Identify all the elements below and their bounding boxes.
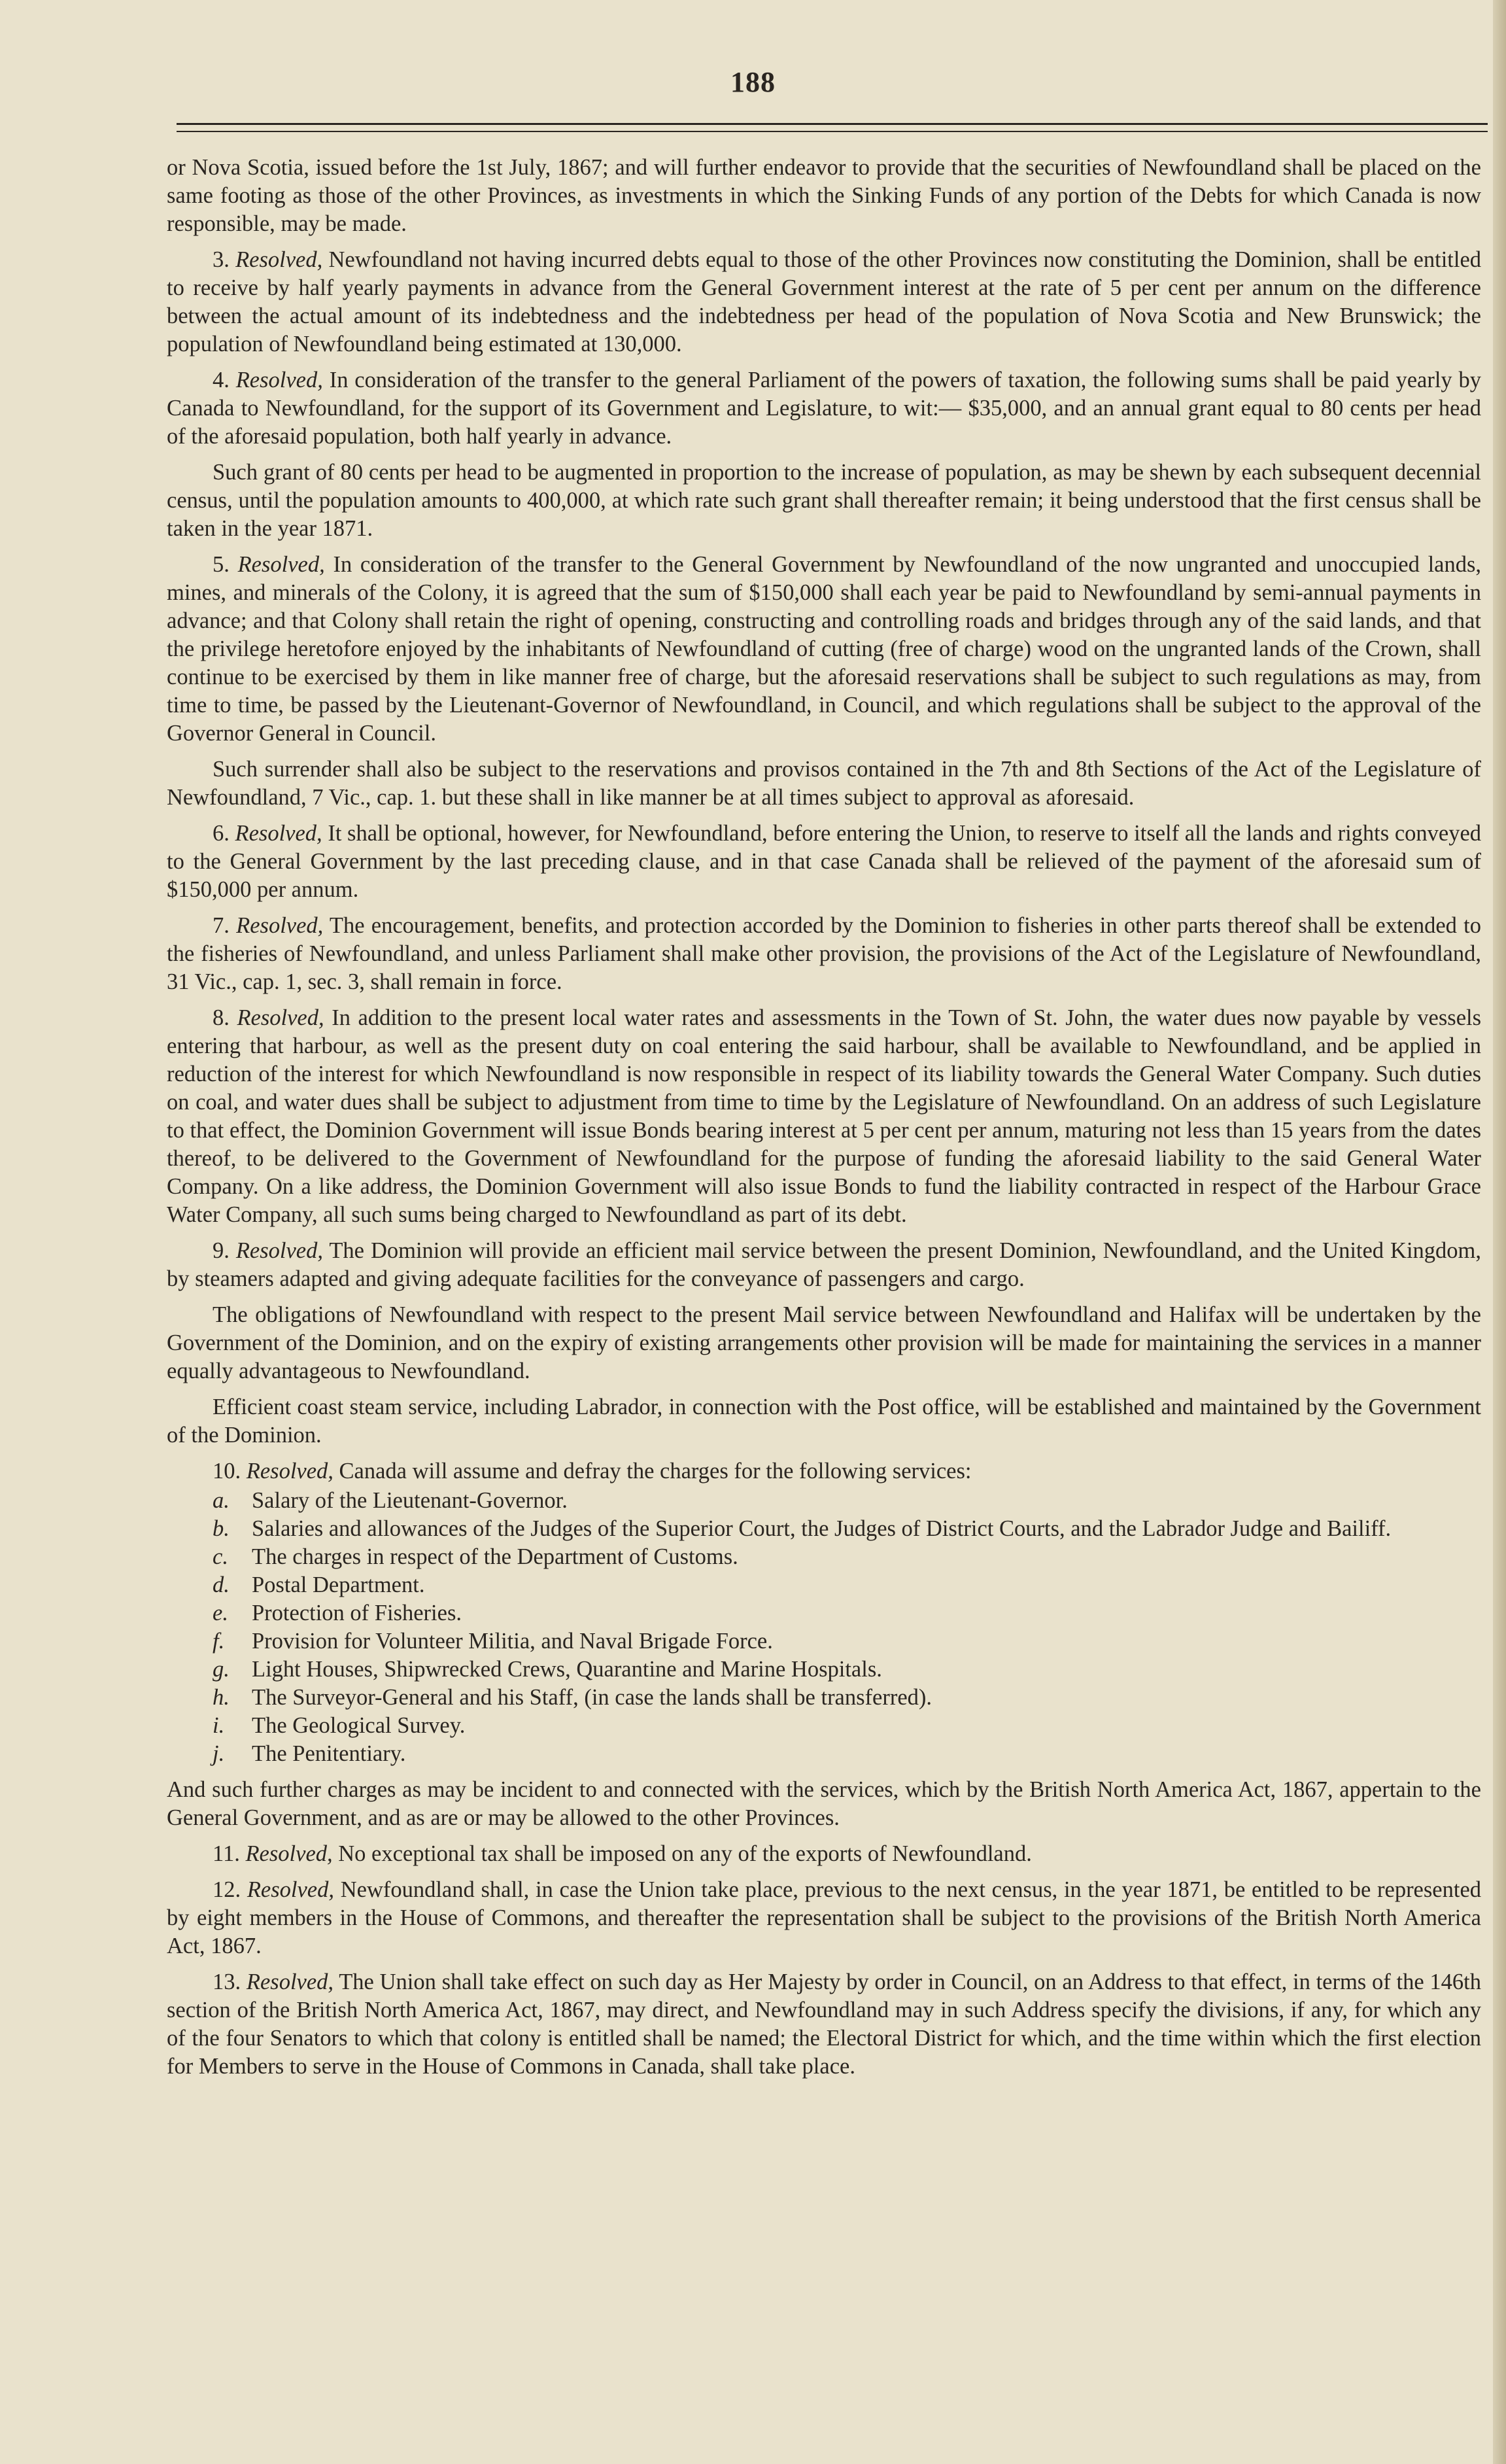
further-charges: And such further charges as may be incident to and connected with the services, which by the British North America Act, 1867, appertain to the General Government, and as are or may be allowed to the other Provinces. — [167, 1777, 1481, 1830]
paragraph-continued: or Nova Scotia, issued before the 1st July, 1867; and will further endeavor to provide that the securities of Newfoundland shall be placed on the same footing as those of the other Provinces, as investments in which the Sinking Funds of any portion of the Debts for which Canada is now responsible, may be made. — [167, 155, 1481, 236]
resolution-7: 7. Resolved, The encouragement, benefits, and protection accorded by the Dominion to fisheries in other parts thereof shall be extended to the fisheries of Newfoundland, and unless Parliament shall make other provision, the provisions of the Act of the Legislature of Newfoundland, 31 Vic., cap. 1, sec. 3, shall remain in force. — [167, 913, 1482, 994]
service-item: c. The charges in respect of the Department of Customs. — [213, 1544, 738, 1569]
service-item: e. Protection of Fisheries. — [213, 1601, 462, 1625]
services-list — [167, 1487, 1481, 1768]
resolution-8: 8. Resolved, In addition to the present local water rates and assessments in the Town of St. John, the water dues now payable by vessels entering that harbour, as well as the present duty on coal entering the said harbour, shall be available to Newfoundland, and be applied in reduction of the interest for which Newfoundland is now responsible in respect of its liability towards the General Water Company. Such duties on coal, and water dues shall be subject to adjustment from time to time by the Legislature of Newfoundland. On an address of such Legislature to that effect, the Dominion Government will issue Bonds bearing interest at 5 per cent per annum, maturing not less than 15 years from the dates thereof, to be delivered to the Government of Newfoundland for the purpose of funding the aforesaid liability to the said General Water Company. On a like address, the Dominion Government will also issue Bonds to fund the liability contracted in respect of the Harbour Grace Water Company, all such sums being charged to Newfoundland as part of its debt. — [167, 1005, 1482, 1227]
resolution-9-continued: The obligations of Newfoundland with respect to the present Mail service between Newfoundland and Halifax will be undertaken by the Government of the Dominion, and on the expiry of existing arrangements other provision will be made for maintaining the services in a manner equally advantageous to Newfoundland. — [167, 1302, 1481, 1383]
header-rule-thin — [177, 131, 1488, 132]
resolution-13: 13. Resolved, The Union shall take effect on such day as Her Majesty by order in Council, on an Address to that effect, in terms of the 146th section of the British North America Act, 1867, may direct, and Newfoundland may in such Address specify the divisions, if any, for which any of the four Senators to which that colony is entitled shall be named; the Electoral District for which, and the time within which the first election for Members to serve in the House of Commons in Canada, shall take place. — [167, 1969, 1481, 2079]
resolution-4-continued: Such grant of 80 cents per head to be augmented in proportion to the increase of population, as may be shewn by each subsequent decennial census, until the population amounts to 400,000, at which rate such grant shall thereafter remain; it being understood that the first census shall be taken in the year 1871. — [167, 460, 1481, 541]
resolution-11: 11. Resolved, No exceptional tax shall be imposed on any of the exports of Newfoundland. — [213, 1841, 1032, 1866]
resolution-5: 5. Resolved, In consideration of the transfer to the General Government by Newfoundland of the now ungranted and unoccupied lands, mines, and minerals of the Colony, it is agreed that the sum of $150,000 shall each year be paid to Newfoundland by semi-annual payments in advance; and that Colony shall retain the right of opening, constructing and controlling roads and bridges through any of the said lands, and that the privilege heretofore enjoyed by the inhabitants of Newfoundland of cutting (free of charge) wood on the ungranted lands of the Crown, shall continue to be exercised by them in like manner free of charge, but the aforesaid reservations shall be subject to such regulations as may, from time to time, be passed by the Lieutenant-Governor of Newfoundland, in Council, and which regulations shall be subject to the approval of the Governor General in Council. — [167, 552, 1482, 746]
document-body — [167, 154, 1481, 2089]
resolution-4: 4. Resolved, In consideration of the transfer to the general Parliament of the powers of taxation, the following sums shall be paid yearly by Canada to Newfoundland, for the support of its Government and Legislature, to wit:— $35,000, and an annual grant equal to 80 cents per head of the aforesaid population, both half yearly in advance. — [167, 368, 1482, 449]
resolution-9-coast-service: Efficient coast steam service, including Labrador, in connection with the Post office, will be established and maintained by the Government of the Dominion. — [167, 1395, 1481, 1448]
resolution-12: 12. Resolved, Newfoundland shall, in case the Union take place, previous to the next census, in the year 1871, be entitled to be represented by eight members in the House of Commons, and thereafter the representation shall be subject to the provisions of the British North America Act, 1867. — [167, 1877, 1482, 1958]
service-item: g. Light Houses, Shipwrecked Crews, Quarantine and Marine Hospitals. — [213, 1657, 882, 1682]
resolution-3: 3. Resolved, Newfoundland not having incurred debts equal to those of the other Provinces now constituting the Dominion, shall be entitled to receive by half yearly payments in advance from the General Government interest at the rate of 5 per cent per annum on the difference between the actual amount of its indebtedness and the indebtedness per head of the population of Nova Scotia and New Brunswick; the population of Newfoundland being estimated at 130,000. — [167, 247, 1482, 356]
resolution-6: 6. Resolved, It shall be optional, however, for Newfoundland, before entering the Union, to reserve to itself all the lands and rights conveyed to the General Government by the last preceding clause, and in that case Canada shall be relieved of the payment of the aforesaid sum of $150,000 per annum. — [167, 821, 1482, 902]
service-item: b. Salaries and allowances of the Judges of the Superior Court, the Judges of District Courts, and the Labrador Judge and Bailiff. — [213, 1516, 1392, 1541]
service-item: d. Postal Department. — [213, 1572, 425, 1597]
service-item: j. The Penitentiary. — [213, 1741, 406, 1766]
header-rule — [177, 123, 1488, 125]
service-item: i. The Geological Survey. — [213, 1713, 466, 1738]
page-number: 188 — [730, 66, 776, 98]
service-item: a. Salary of the Lieutenant-Governor. — [213, 1488, 568, 1513]
service-item: f. Provision for Volunteer Militia, and Naval Brigade Force. — [213, 1629, 773, 1654]
page-edge — [1493, 0, 1506, 2464]
resolution-9: 9. Resolved, The Dominion will provide an efficient mail service between the present Dominion, Newfoundland, and the United Kingdom, by steamers adapted and giving adequate facilities for the conveyance of passengers and cargo. — [167, 1238, 1481, 1291]
resolution-10: 10. Resolved, Canada will assume and defray the charges for the following services: — [213, 1459, 972, 1484]
service-item: h. The Surveyor-General and his Staff, (in case the lands shall be transferred). — [213, 1685, 933, 1710]
resolution-5-continued: Such surrender shall also be subject to the reservations and provisos contained in the 7th and 8th Sections of the Act of the Legislature of Newfoundland, 7 Vic., cap. 1. but these shall in like manner be at all times subject to approval as aforesaid. — [167, 757, 1481, 810]
